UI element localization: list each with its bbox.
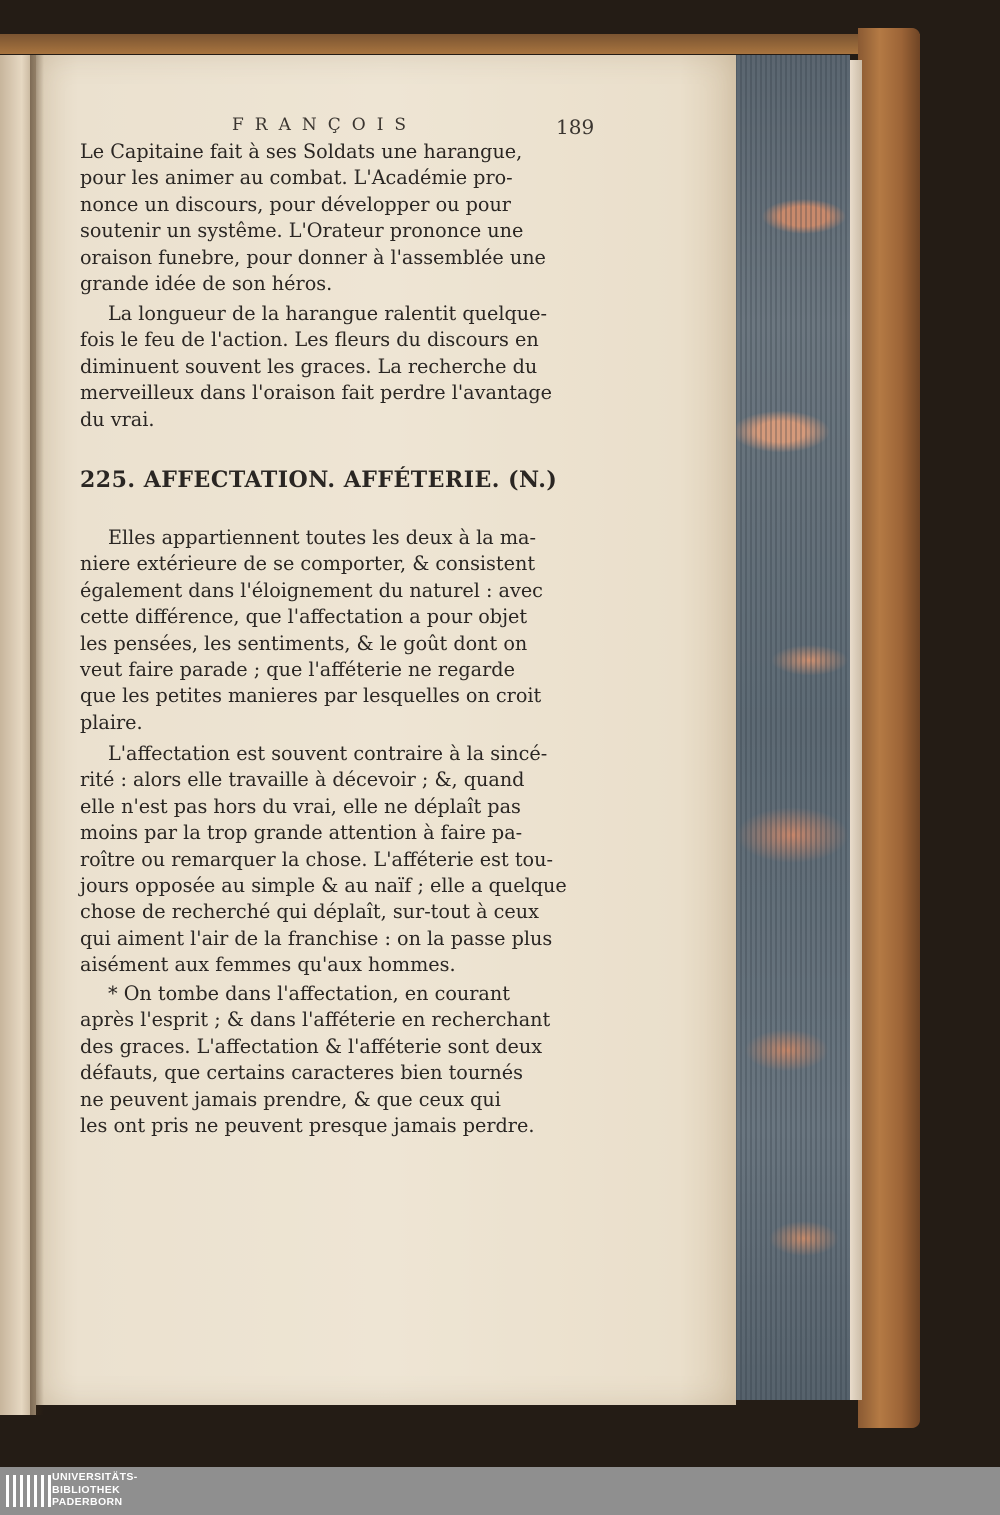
marbled-page-edges — [735, 55, 850, 1400]
text-line: cette différence, que l'affectation a pour objet — [80, 605, 528, 629]
library-name-line: PADERBORN — [52, 1496, 123, 1508]
section-heading: 225. AFFECTATION. AFFÉTERIE. (N.) — [80, 467, 558, 493]
page-number: 189 — [556, 115, 595, 139]
text-line: niere extérieure de se comporter, & consistent — [80, 552, 536, 576]
page-block-edge — [850, 60, 862, 1400]
text-line: oraison funebre, pour donner à l'assemblée une — [80, 245, 546, 269]
text-line: qui aiment l'air de la franchise : on la passe plus — [80, 926, 553, 950]
paragraph-3 — [80, 525, 640, 736]
library-logo-icon — [6, 1475, 51, 1507]
library-footer — [0, 1467, 1000, 1515]
text-line: ne peuvent jamais prendre, & que ceux qui — [80, 1087, 501, 1111]
running-title: FRANÇOIS — [232, 115, 418, 135]
library-name-line: BIBLIOTHEK — [52, 1483, 121, 1496]
text-line: également dans l'éloignement du naturel : avec — [80, 578, 543, 602]
text-line: La longueur de la harangue ralentit quelque- — [108, 302, 547, 325]
book-cover-top — [0, 34, 920, 54]
paragraph-4 — [80, 741, 640, 979]
paragraph-5 — [80, 981, 640, 1139]
text-line: du vrai. — [80, 407, 155, 431]
text-line: que les petites manieres par lesquelles on croit — [80, 684, 542, 708]
text-line: L'affectation est souvent contraire à la sincé- — [108, 742, 548, 765]
text-line: plaire. — [80, 710, 143, 734]
text-line: les ont pris ne peuvent presque jamais perdre. — [80, 1114, 535, 1138]
library-name — [52, 1471, 138, 1509]
text-line: chose de recherché qui déplaît, sur-tout à ceux — [80, 900, 539, 924]
book-cover-edge — [858, 28, 920, 1428]
text-line: moins par la trop grande attention à faire pa- — [80, 821, 523, 845]
book-page — [36, 55, 736, 1405]
text-line: les pensées, les sentiments, & le goût dont on — [80, 631, 528, 655]
text-line: fois le feu de l'action. Les fleurs du discours en — [80, 328, 539, 352]
text-line: aisément aux femmes qu'aux hommes. — [80, 953, 456, 977]
text-line: des graces. L'affectation & l'afféterie sont deux — [80, 1034, 543, 1058]
text-line: merveilleux dans l'oraison fait perdre l'avantage — [80, 381, 553, 405]
text-line: * On tombe dans l'affectation, en courant — [108, 982, 510, 1005]
text-line: après l'esprit ; & dans l'afféterie en recherchant — [80, 1008, 551, 1032]
text-line: veut faire parade ; que l'afféterie ne regarde — [80, 658, 515, 682]
text-line: roître ou remarquer la chose. L'afféterie est tou- — [80, 847, 553, 871]
text-line: elle n'est pas hors du vrai, elle ne déplaît pas — [80, 794, 521, 818]
text-line: soutenir un systême. L'Orateur prononce une — [80, 219, 524, 243]
text-line: Elles appartiennent toutes les deux à la ma- — [108, 526, 536, 549]
library-name-line: UNIVERSITÄTS- — [52, 1471, 138, 1483]
text-line: défauts, que certains caracteres bien tournés — [80, 1061, 523, 1085]
text-line: nonce un discours, pour développer ou pour — [80, 192, 511, 216]
text-line: rité : alors elle travaille à décevoir ; &, quand — [80, 768, 525, 792]
text-line: Le Capitaine fait à ses Soldats une harangue, — [80, 140, 523, 163]
text-line: grande idée de son héros. — [80, 272, 333, 296]
paragraph-1 — [80, 139, 640, 297]
text-line: pour les animer au combat. L'Académie pro- — [80, 166, 513, 190]
text-line: diminuent souvent les graces. La recherche du — [80, 354, 538, 378]
paragraph-2 — [80, 301, 640, 433]
text-line: jours opposée au simple & au naïf ; elle a quelque — [80, 874, 567, 898]
gutter-shadow — [30, 55, 44, 1415]
